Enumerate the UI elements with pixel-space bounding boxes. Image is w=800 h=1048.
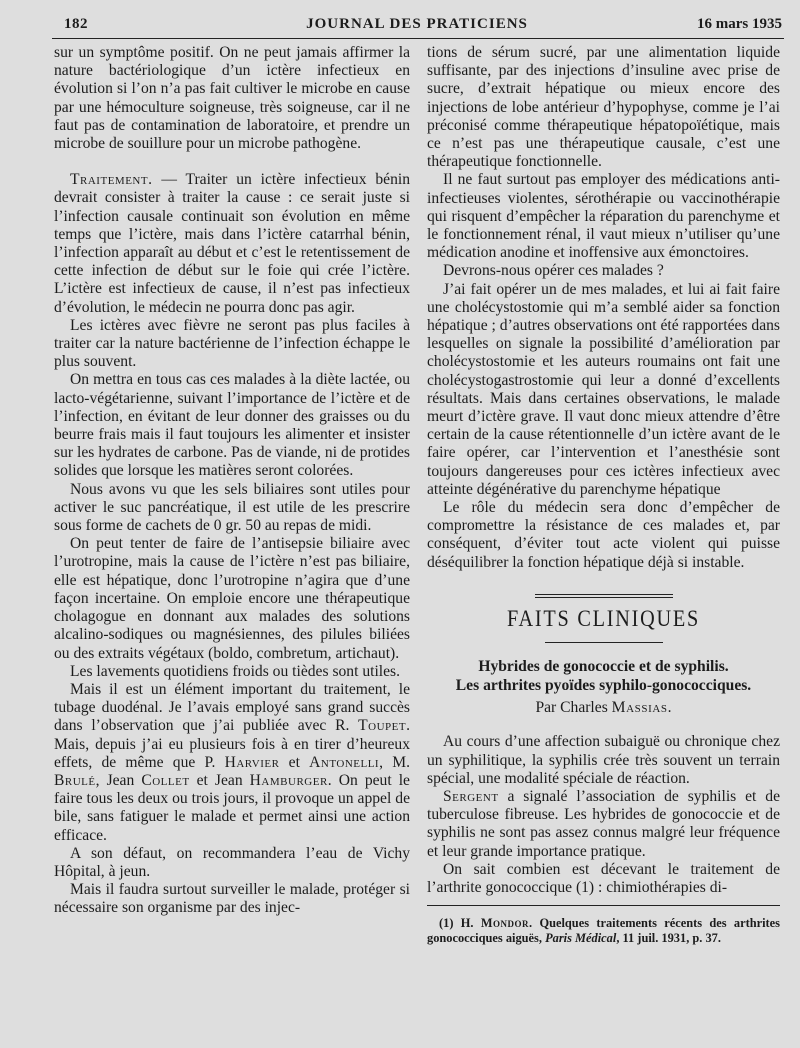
paragraph-sergent	[427, 788, 780, 861]
section-rule	[545, 642, 663, 643]
author-name: Massias	[611, 699, 668, 717]
author-name: Hamburger	[249, 771, 328, 789]
text-run: a signalé l’association de syphilis et de tuberculose fibreuse. Les hybrides de gonococcie et de syphilis ne sont pas assez connus malgré leur fréquence et leur grande importance pratique.	[427, 787, 780, 860]
byline-end: .	[667, 699, 672, 717]
author-name: Antonelli	[309, 753, 380, 771]
paragraph: On sait combien est décevant le traitement de l’arthrite gonococcique (1) : chimiothérapies di-	[427, 860, 780, 896]
paragraph-tubage	[54, 681, 410, 845]
author-name: Brulé	[54, 771, 96, 789]
article-title-line: Les arthrites pyoïdes syphilo-gonococciques.	[455, 677, 752, 695]
section-double-rule	[535, 594, 673, 598]
text-run: . Mais, depuis j’ai eu plusieurs fois à en tirer d’heureux effets, de même que P.	[54, 717, 410, 771]
header-rule	[52, 38, 784, 39]
section-label: Traitement.	[70, 171, 153, 189]
paragraph: J’ai fait opérer un de mes malades, et lui ai fait faire une cholécystostomie qui m’a semblé aider sa fonction hépatique ; d’autres observations ont été rapportées dans lesquelles on signale la possibilité d’amélioration par cholécystostomie et les auteurs roumains ont fait une cholécystogastrostomie qui leur a donné d’excellents résultats. Mais dans certaines observations, le malade meurt d’ictère grave. Il vaut donc mieux attendre d’être certain de la cause rétentionnelle d’un ictère avant de le faire opérer, car l’intervention et l’anesthésie sont toujours dangereuses pour ces ictères infectieux avec atteinte dégénérative du parenchyme hépatique	[427, 280, 780, 498]
section-title: FAITS CLINIQUES	[506, 605, 700, 631]
text-run: , Jean	[95, 771, 142, 789]
paragraph: Mais il faudra surtout surveiller le malade, protéger si nécessaire son organisme par des injec-	[54, 881, 410, 917]
text-run: et	[279, 753, 310, 771]
paragraph: On mettra en tous cas ces malades à la diète lactée, ou lacto-végétarienne, suivant l’importance de l’ictère et de l’infection, en évitant de leur donner des graisses ou du beurre frais mais il faut toujours les alimenter et insister sur les hydrates de carbone. Pas de viande, ni de protides solides que lorsque les matières seront colorées.	[54, 371, 410, 480]
paragraph-text: — Traiter un ictère infectieux bénin devrait consister à traiter la cause : ce serait juste si l’infection causale continuait son évolution en même temps que l’ictère, mais dans l’ictère catarrhal bénin, l’infection apparaît au début et c’est le retentissement de cette infection de début sur le foie qui crée l’ictère. L’ictère est infectieux de cause, il n’est pas infectieux d’évolution, le médecin ne pourra donc pas agir.	[54, 171, 410, 316]
article-title	[427, 657, 780, 695]
text-run: , M.	[379, 753, 410, 771]
paragraph: tions de sérum sucré, par une alimentation liquide suffisante, par des injections d’insuline avec prise de sucre, d’extrait hépatique ou mieux encore des injections de lobe antérieur d’hypophyse, comme je l’ai préconisé comme thérapeutique hépatopoïétique, mais ce n’est pas une thérapeutique causale, c’est une thérapeutique fonctionnelle.	[427, 44, 780, 171]
author-name: Collet	[141, 771, 190, 789]
footnote	[427, 916, 780, 945]
text-run: . On peut le faire tous les deux ou trois jours, il provoque un appel de bile, sans fatiguer le malade et permet ainsi une action efficace.	[54, 771, 410, 844]
paragraph: sur un symptôme positif. On ne peut jamais affirmer la nature bactériologique d’un ictère infectieux en évolution si l’on n’a pas fait cultiver le microbe en cause par une hémoculture soigneuse, très soigneuse, car il ne faut pas de contamination de laboratoire, et prendre un microbe de souillure pour un microbe pathogène.	[54, 44, 410, 153]
journal-name: Paris Médical	[545, 930, 617, 945]
paragraph: On peut tenter de faire de l’antisepsie biliaire avec l’urotropine, mais la cause de l’ictère n’est pas biliaire, elle est hépatique, donc l’urotropine n’agira que d’une façon incertaine. On emploie encore une thérapeutique cholagogue en donnant aux malades des solutions alcalino-sodiques ou magnésiennes, des pilules biliées ou des extraits végétaux (boldo, combretum, artichaut).	[54, 535, 410, 662]
paragraph: Devrons-nous opérer ces malades ?	[443, 262, 664, 280]
paragraph: Il ne faut surtout pas employer des médications anti-infectieuses violentes, sérothérapie ou vaccinothérapie qui risquent d’empêcher la réparation du parenchyme et le fonctionnement rénal, il vaut mieux n’utiliser qu’une médication anodine et inoffensive aux émonctoires.	[427, 171, 780, 262]
journal-title: JOURNAL DES PRATICIENS	[306, 16, 528, 32]
text-run: , 11 juil. 1931, p. 37.	[616, 930, 721, 945]
text-run: (1) H.	[439, 916, 481, 931]
paragraph-traitement	[54, 171, 410, 317]
page-number: 182	[64, 16, 88, 32]
author-name: Sergent	[443, 787, 499, 805]
paragraph: Les ictères avec fièvre ne seront pas plus faciles à traiter car la nature bactérienne de l’infection échappe le plus souvent.	[54, 316, 410, 371]
paragraph: Les lavements quotidiens froids ou tièdes sont utiles.	[70, 662, 401, 680]
paragraph: Le rôle du médecin sera donc d’empêcher de compromettre la résistance de ces malades et, par conséquent, d’éviter tout acte violent qui puisse déséquilibrer la fonction hépatique déjà si instable.	[427, 499, 780, 571]
paragraph: A son défaut, on recommandera l’eau de Vichy Hôpital, à jeun.	[54, 844, 410, 880]
footnote-rule	[427, 905, 780, 906]
left-column	[54, 44, 410, 918]
text-run: . Quelques traitements récents des arthrites gonococciques aiguës,	[427, 916, 780, 945]
text-run: Mais il est un élément important du traitement, le tubage duodénal. Je l’avais employé sans grand succès dans l’observation que j’ai publiée avec R.	[54, 680, 410, 735]
issue-date: 16 mars 1935	[697, 16, 782, 32]
footnote-text	[427, 916, 780, 945]
paragraph: Nous avons vu que les sels biliaires sont utiles pour activer le suc pancréatique, il est utile de les prescrire sous forme de cachets de 0 gr. 50 au repas de midi.	[54, 480, 410, 535]
article-title-line: Hybrides de gonococcie et de syphilis.	[478, 658, 729, 676]
author-name: Harvier	[224, 753, 280, 771]
author-name: Mondor	[480, 916, 530, 931]
text-run: et Jean	[189, 771, 250, 789]
byline	[427, 699, 780, 717]
running-head	[52, 14, 782, 38]
byline-prefix: Par Charles	[535, 699, 612, 717]
paragraph: Au cours d’une affection subaiguë ou chronique chez un syphilitique, la syphilis crée très souvent un terrain spécial, une modalité spéciale de réaction.	[427, 733, 780, 787]
author-name: Toupet	[358, 717, 407, 735]
right-column	[427, 44, 780, 945]
